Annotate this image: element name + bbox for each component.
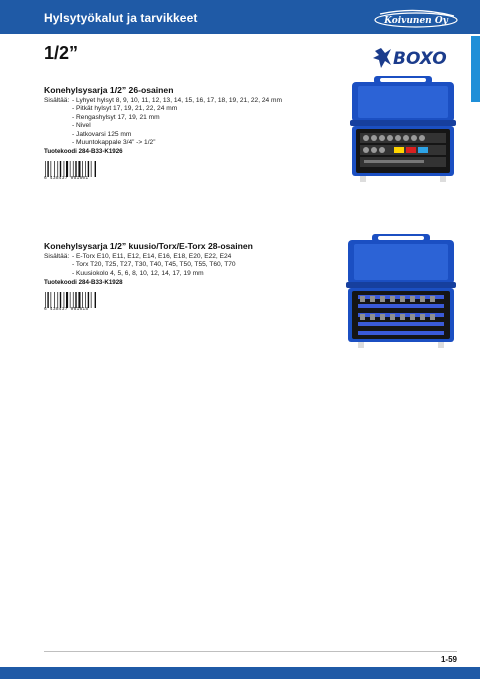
- barcode-bars-icon: [44, 292, 104, 308]
- product-image-case-2: [346, 234, 456, 350]
- contents-item: - Lyhyet hylsyt 8, 9, 10, 11, 12, 13, 14, 15, 16, 17, 18, 19, 21, 22, 24 mm: [72, 97, 283, 104]
- page-number: 1-59: [440, 655, 457, 664]
- product-title: Konehylsysarja 1/2” kuusio/Torx/E-Torx 28-osainen: [44, 241, 253, 251]
- contents-item: - Torx T20, T25, T27, T30, T40, T45, T50, T55, T60, T70: [72, 261, 236, 269]
- product-code: Tuotekoodi 284-B33-K1926: [44, 148, 123, 156]
- product-2: [44, 241, 344, 314]
- contents-item: - Muuntokappale 3/4” -> 1/2”: [72, 139, 156, 147]
- side-tab[interactable]: [471, 36, 480, 102]
- footer-bar: [0, 667, 480, 679]
- contents-item: - Rengashylsyt 17, 19, 21 mm: [72, 113, 160, 121]
- brand-name: Koivunen Oy: [384, 16, 448, 26]
- section-title: 1/2”: [44, 43, 79, 63]
- product-1: [44, 85, 344, 183]
- barcode: [44, 161, 104, 183]
- product-image-case-1: [350, 76, 456, 184]
- contents-item: - Nivel: [72, 122, 91, 130]
- contents-label: Sisältää:: [44, 253, 70, 260]
- footer-divider: [44, 651, 457, 652]
- product-contents: [44, 97, 344, 147]
- contents-item: - E-Torx E10, E11, E12, E14, E16, E18, E20, E22, E24: [72, 253, 232, 260]
- contents-item: - Jatkovarsi 125 mm: [72, 130, 132, 138]
- barcode-number: 6 438437 051601: [44, 176, 89, 182]
- contents-label: Sisältää:: [44, 97, 70, 104]
- contents-item: - Pitkät hylsyt 17, 19, 21, 22, 24 mm: [72, 105, 178, 113]
- product-contents: [44, 253, 344, 278]
- header-title: Hylsytyökalut ja tarvikkeet: [44, 11, 198, 25]
- koivunen-logo: [374, 8, 458, 30]
- boxo-logo: [373, 47, 459, 69]
- product-title: Konehylsysarja 1/2” 26-osainen: [44, 85, 174, 95]
- contents-item: - Kuusiokolo 4, 5, 6, 8, 10, 12, 14, 17, 19 mm: [72, 269, 204, 277]
- barcode: [44, 292, 104, 314]
- boxo-text: BOXO: [393, 49, 447, 69]
- barcode-number: 6 438437 051618: [44, 307, 89, 313]
- product-code: Tuotekoodi 284-B33-K1928: [44, 279, 123, 287]
